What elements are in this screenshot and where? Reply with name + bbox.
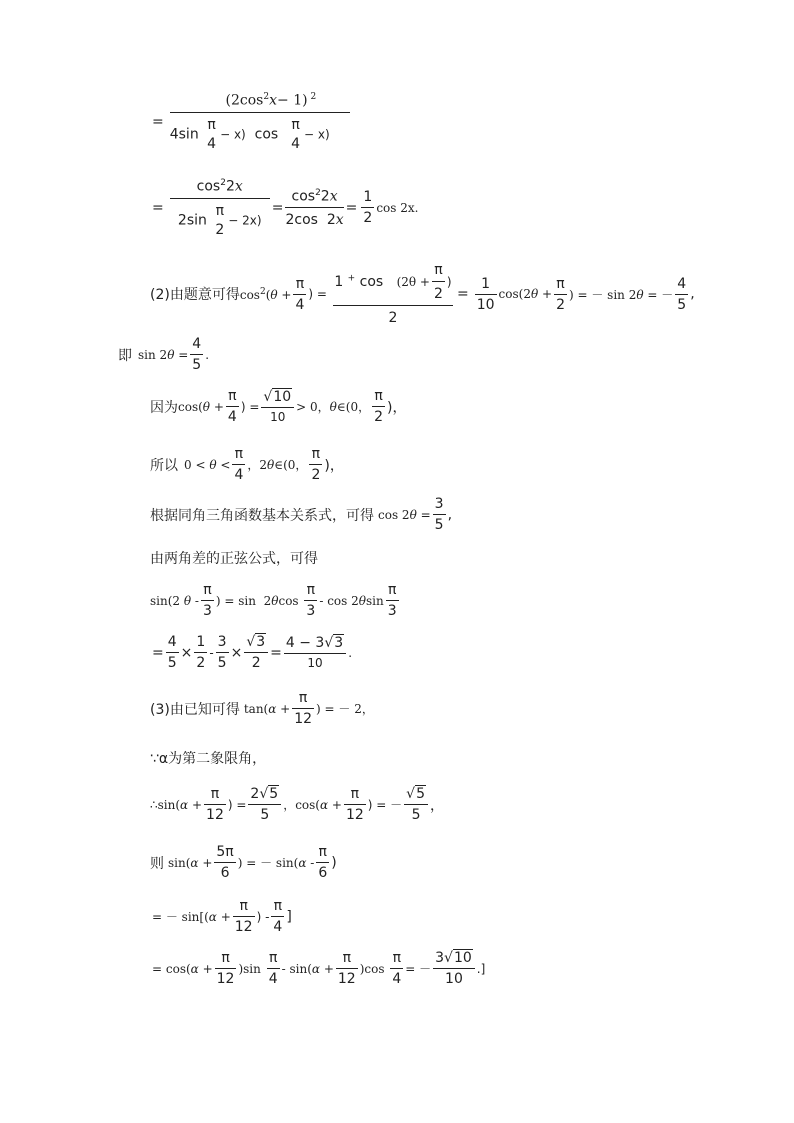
part2-prefix: (2)由题意可得	[150, 287, 240, 303]
equation-part8: = $\frac{4}{5}$ × $\frac{1}{2}$ - $\frac{3}{5}$ × $\frac{√3}{2}$ = $\frac{4 - 3√3}{10}$ .	[152, 634, 353, 671]
part3-prefix: 因为	[150, 399, 178, 416]
equation-part4: 所以 0 < θ < π 4 ，2θ∈(0， π 2 )，	[150, 446, 344, 483]
equation-part11: ∴sin(α + $\frac{\pi}{12}$ ) = $\frac{2√5}{5}$ ，cos(α + $\frac{\pi}{12}$ ) = － √5 5 ，	[150, 786, 445, 823]
part4-prefix: 所以	[150, 457, 178, 474]
equation-part7: sin(2 θ - π 3 ) = sin 2θcos π 3 - cos 2θsin π 3	[150, 582, 397, 619]
part2b-prefix: 即	[118, 347, 132, 364]
equation-part2: (2)由题意可得 $\cos^2(\theta$ + $\frac{\pi}{4}$ ) = 1 + cos (2θ + $\frac{\pi}{2}$ ) 2 = $\frac{1}{10}$ cos(2θ + $\frac{\pi}{2}$ ) = － sin 2θ = － 4 5 ,	[150, 262, 695, 326]
equation-part13: = － sin[(α + $\frac{\pi}{12}$ ) - π 4 ]	[152, 898, 292, 935]
equation-part5: 根据同角三角函数基本关系式，可得 cos 2θ = $\frac{3}{5}$ ,	[150, 496, 453, 533]
equation-part2b: 即 sin 2θ = $\frac{4}{5}$ .	[118, 336, 210, 373]
equation-part10	[150, 748, 266, 768]
equation-part9: (3)由已知可得 tan(α + $\frac{\pi}{12}$ ) = － 2，	[150, 690, 374, 727]
part9-prefix: (3)由已知可得	[150, 701, 240, 718]
part10-text: ∵α为第二象限角，	[150, 751, 267, 767]
equation-part14: = cos(α + $\frac{\pi}{12}$ )sin π 4 - sin(α + $\frac{\pi}{12}$ )cos $\frac{\pi}{4}$ = － 3√10 10 .]	[152, 950, 486, 987]
part12-prefix: 则	[150, 855, 164, 872]
part6-text: 由两角差的正弦公式，可得	[150, 551, 318, 567]
equation-part3: 因为 cos(θ + $\frac{\pi}{4}$ ) = $\frac{√10}{10}$ > 0，θ∈(0， π 2 )，	[150, 388, 407, 425]
part5-text: 根据同角三角函数基本关系式，可得	[150, 507, 374, 524]
equation-line-2: = $\cos^22x$ 2sin π 2 − 2x) = $\frac{\cos^22x}{2\cos 2x}$ = $\frac{1}{2}$ cos 2x.	[152, 178, 419, 238]
equation-line-1: = $(2\cos^2x- 1)$ $^2$ 4sin π 4 − x) cos π 4 − x)	[152, 92, 350, 152]
equation-part12: 则 sin(α + $\frac{5\pi}{6}$ ) = － sin(α - π 6 )	[150, 844, 337, 881]
equation-part6	[150, 548, 318, 568]
